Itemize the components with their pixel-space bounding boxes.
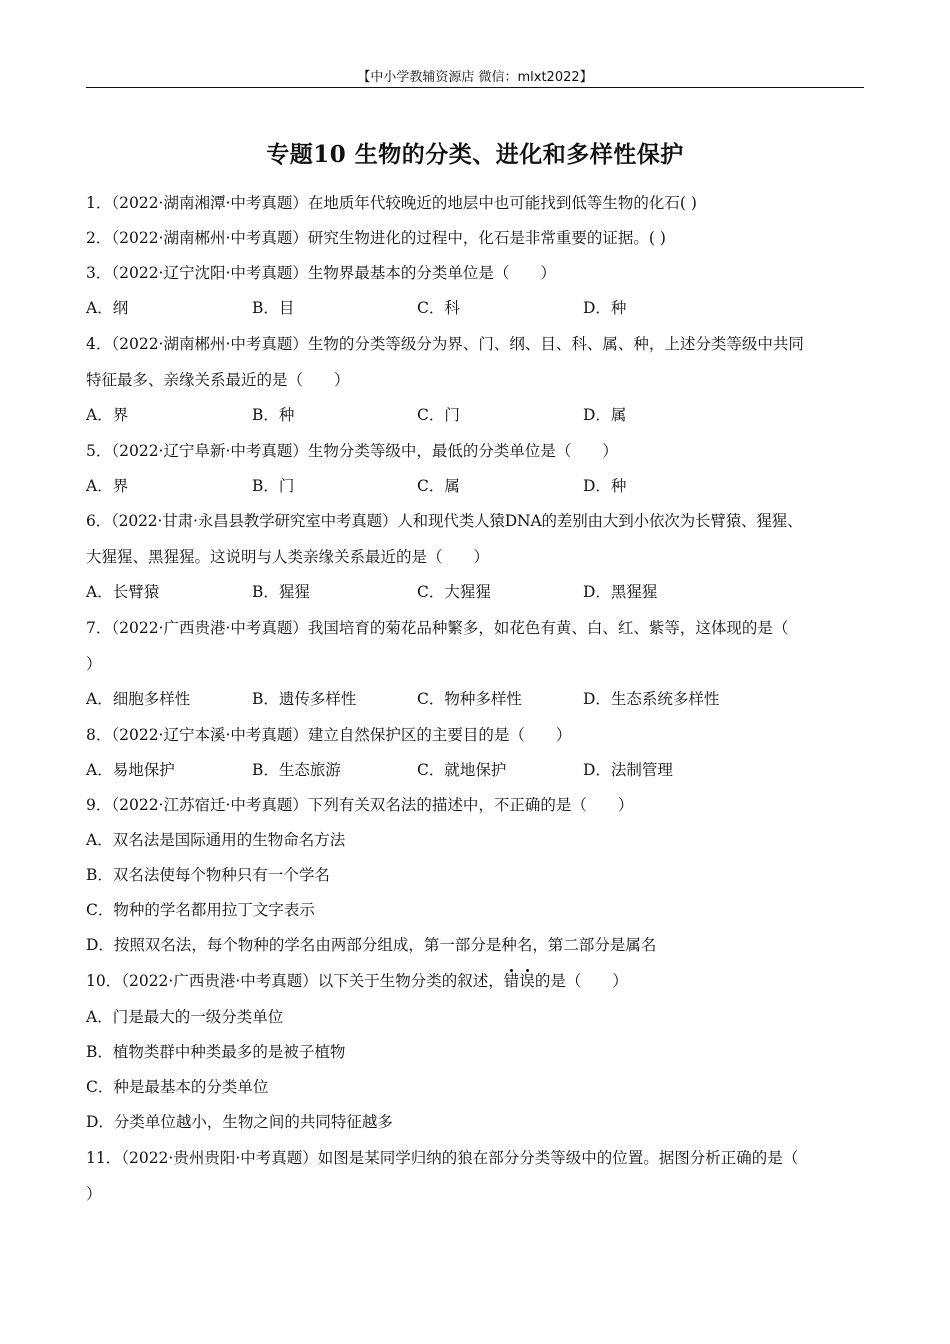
question-9-option-b: B．双名法使每个物种只有一个学名 bbox=[86, 866, 330, 884]
question-3-options bbox=[86, 296, 866, 320]
question-6-cont: 大猩猩、黑猩猩。这说明与人类亲缘关系最近的是（ ） bbox=[86, 548, 490, 566]
option-b: B．猩猩 bbox=[252, 583, 310, 601]
question-9-option-c: C．物种的学名都用拉丁文字表示 bbox=[86, 901, 315, 919]
option-a: A．界 bbox=[86, 477, 129, 495]
question-2: 2．（2022·湖南郴州·中考真题）研究生物进化的过程中，化石是非常重要的证据。( ) bbox=[86, 229, 666, 247]
option-a: A．长臂猿 bbox=[86, 583, 160, 601]
option-c: C．物种多样性 bbox=[417, 690, 522, 708]
question-7-options bbox=[86, 687, 866, 711]
option-b: B．生态旅游 bbox=[252, 761, 341, 779]
option-d: D．种 bbox=[583, 299, 627, 317]
question-5-options bbox=[86, 474, 866, 498]
option-c: C．属 bbox=[417, 477, 460, 495]
question-3: 3．（2022·辽宁沈阳·中考真题）生物界最基本的分类单位是（ ） bbox=[86, 264, 556, 282]
option-c: C．科 bbox=[417, 299, 460, 317]
question-11: 11．（2022·贵州贵阳·中考真题）如图是某同学归纳的狼在部分分类等级中的位置。据图分析正确的是（ bbox=[86, 1149, 799, 1167]
option-d: D．法制管理 bbox=[583, 761, 673, 779]
question-4: 4．（2022·湖南郴州·中考真题）生物的分类等级分为界、门、纲、目、科、属、种，上述分类等级中共同 bbox=[86, 335, 804, 353]
option-a: A．易地保护 bbox=[86, 761, 175, 779]
emphasis-char: 错 bbox=[503, 972, 520, 990]
question-9-option-a: A．双名法是国际通用的生物命名方法 bbox=[86, 831, 346, 849]
question-1: 1．（2022·湖南湘潭·中考真题）在地质年代较晚近的地层中也可能找到低等生物的化石( ) bbox=[86, 194, 697, 212]
question-7-cont: ） bbox=[86, 655, 102, 673]
question-11-cont: ） bbox=[86, 1185, 102, 1203]
option-d: D．黑猩猩 bbox=[583, 583, 658, 601]
option-b: B．门 bbox=[252, 477, 295, 495]
option-c: C．大猩猩 bbox=[417, 583, 491, 601]
question-8-options bbox=[86, 758, 866, 782]
question-8: 8．（2022·辽宁本溪·中考真题）建立自然保护区的主要目的是（ ） bbox=[86, 726, 572, 744]
option-a: A．细胞多样性 bbox=[86, 690, 191, 708]
question-10-option-a: A．门是最大的一级分类单位 bbox=[86, 1008, 284, 1026]
option-c: C．门 bbox=[417, 406, 460, 424]
option-b: B．目 bbox=[252, 299, 295, 317]
option-d: D．种 bbox=[583, 477, 627, 495]
option-c: C．就地保护 bbox=[417, 761, 507, 779]
question-4-cont: 特征最多、亲缘关系最近的是（ ） bbox=[86, 371, 350, 389]
question-4-options bbox=[86, 403, 866, 427]
question-9: 9．（2022·江苏宿迁·中考真题）下列有关双名法的描述中，不正确的是（ ） bbox=[86, 796, 634, 814]
question-7: 7．（2022·广西贵港·中考真题）我国培育的菊花品种繁多，如花色有黄、白、红、紫等，这体现的是（ bbox=[86, 619, 789, 637]
question-10-option-b: B．植物类群中种类最多的是被子植物 bbox=[86, 1043, 346, 1061]
header-divider bbox=[86, 87, 864, 88]
page-title: 专题10 生物的分类、进化和多样性保护 bbox=[266, 141, 684, 168]
option-b: B．遗传多样性 bbox=[252, 690, 357, 708]
question-5: 5．（2022·辽宁阜新·中考真题）生物分类等级中，最低的分类单位是（ ） bbox=[86, 442, 618, 460]
question-10-option-c: C．种是最基本的分类单位 bbox=[86, 1078, 269, 1096]
question-10 bbox=[86, 969, 866, 993]
option-a: A．界 bbox=[86, 406, 129, 424]
question-10-option-d: D．分类单位越小，生物之间的共同特征越多 bbox=[86, 1113, 393, 1131]
option-b: B．种 bbox=[252, 406, 295, 424]
option-d: D．属 bbox=[583, 406, 627, 424]
option-a: A．纲 bbox=[86, 299, 129, 317]
question-6-options bbox=[86, 580, 866, 604]
question-10-stem: 10．（2022·广西贵港·中考真题）以下关于生物分类的叙述， bbox=[86, 972, 504, 990]
option-d: D．生态系统多样性 bbox=[583, 690, 720, 708]
page-header: 【中小学教辅资源店 微信：mlxt2022】 bbox=[357, 70, 593, 85]
question-9-option-d: D．按照双名法，每个物种的学名由两部分组成，第一部分是种名，第二部分是属名 bbox=[86, 936, 657, 954]
question-10-tail: 的是（ ） bbox=[534, 972, 628, 990]
question-6: 6．（2022·甘肃·永昌县教学研究室中考真题）人和现代类人猿DNA的差别由大到小依次为长臂猿、猩猩、 bbox=[86, 512, 803, 530]
emphasis-char: 误 bbox=[519, 972, 535, 990]
